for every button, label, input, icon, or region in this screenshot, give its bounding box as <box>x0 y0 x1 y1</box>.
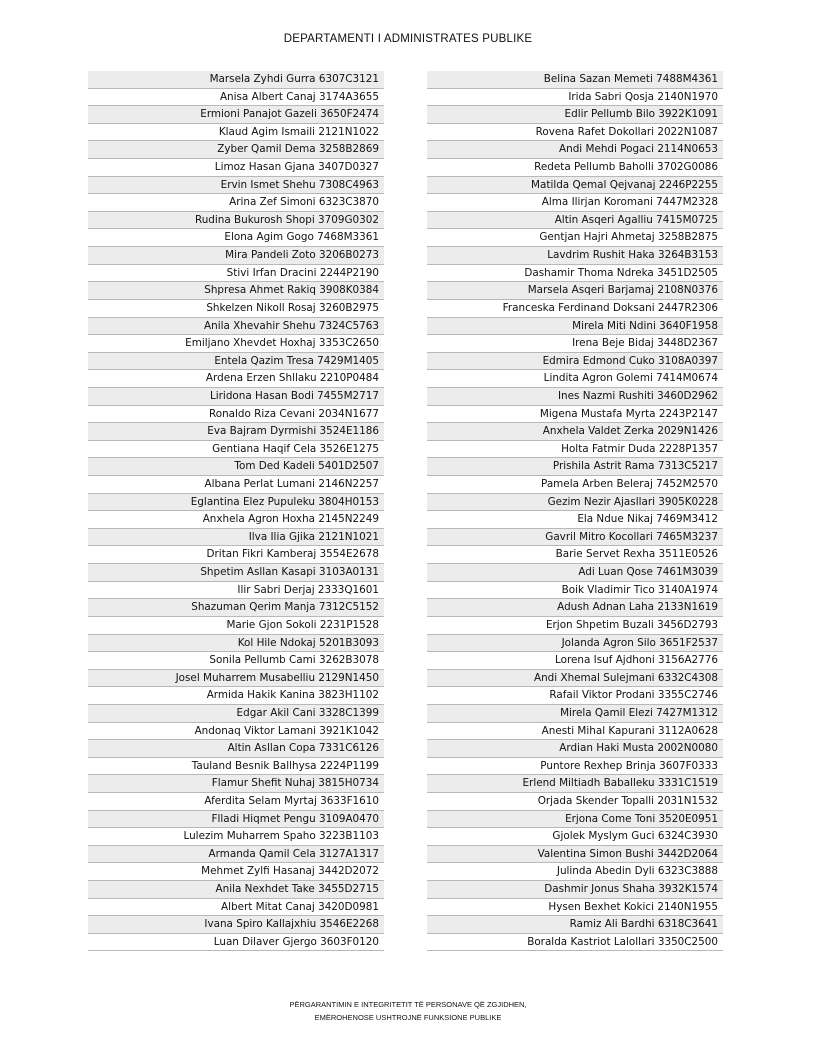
list-item: Alma Ilirjan Koromani 7447M2328 <box>427 194 723 212</box>
list-item: Ela Ndue Nikaj 7469M3412 <box>427 511 723 529</box>
list-item: Edmira Edmond Cuko 3108A0397 <box>427 353 723 371</box>
left-name-list <box>88 71 384 951</box>
footer-line-1: PËRGARANTIMIN E INTEGRITETIT TË PERSONAVE QË ZGJIDHEN, <box>289 1000 527 1009</box>
list-item: Marie Gjon Sokoli 2231P1528 <box>88 617 384 635</box>
list-item: Elona Agim Gogo 7468M3361 <box>88 229 384 247</box>
list-item: Ramiz Ali Bardhi 6318C3641 <box>427 916 723 934</box>
list-item: Josel Muharrem Musabelliu 2129N1450 <box>88 670 384 688</box>
list-item: Irena Beje Bidaj 3448D2367 <box>427 335 723 353</box>
list-item: Klaud Agim Ismaili 2121N1022 <box>88 124 384 142</box>
list-item: Lavdrim Rushit Haka 3264B3153 <box>427 247 723 265</box>
list-item: Ilir Sabri Derjaj 2333Q1601 <box>88 582 384 600</box>
list-item: Shazuman Qerim Manja 7312C5152 <box>88 599 384 617</box>
list-item: Anila Xhevahir Shehu 7324C5763 <box>88 318 384 336</box>
list-item: Limoz Hasan Gjana 3407D0327 <box>88 159 384 177</box>
list-item: Edgar Akil Cani 3328C1399 <box>88 705 384 723</box>
list-item: Adush Adnan Laha 2133N1619 <box>427 599 723 617</box>
list-item: Pamela Arben Beleraj 7452M2570 <box>427 476 723 494</box>
list-item: Julinda Abedin Dyli 6323C3888 <box>427 863 723 881</box>
list-item: Gjolek Myslym Guci 6324C3930 <box>427 828 723 846</box>
list-item: Irida Sabri Qosja 2140N1970 <box>427 89 723 107</box>
list-item: Ivana Spiro Kallajxhiu 3546E2268 <box>88 916 384 934</box>
list-item: Andi Xhemal Sulejmani 6332C4308 <box>427 670 723 688</box>
list-item: Erjona Come Toni 3520E0951 <box>427 811 723 829</box>
list-item: Shpetim Asllan Kasapi 3103A0131 <box>88 564 384 582</box>
list-item: Ermioni Panajot Gazeli 3650F2474 <box>88 106 384 124</box>
list-item: Sonila Pellumb Cami 3262B3078 <box>88 652 384 670</box>
list-item: Shkelzen Nikoll Rosaj 3260B2975 <box>88 300 384 318</box>
list-item: Andonaq Viktor Lamani 3921K1042 <box>88 723 384 741</box>
list-item: Rafail Viktor Prodani 3355C2746 <box>427 687 723 705</box>
list-item: Orjada Skender Topalli 2031N1532 <box>427 793 723 811</box>
list-item: Entela Qazim Tresa 7429M1405 <box>88 353 384 371</box>
list-item: Edlir Pellumb Bilo 3922K1091 <box>427 106 723 124</box>
list-item: Altin Asqeri Agalliu 7415M0725 <box>427 212 723 230</box>
list-item: Adi Luan Qose 7461M3039 <box>427 564 723 582</box>
list-item: Erjon Shpetim Buzali 3456D2793 <box>427 617 723 635</box>
list-item: Mira Pandeli Zoto 3206B0273 <box>88 247 384 265</box>
list-item: Zyber Qamil Dema 3258B2869 <box>88 141 384 159</box>
list-item: Eva Bajram Dyrmishi 3524E1186 <box>88 423 384 441</box>
list-item: Matilda Qemal Qejvanaj 2246P2255 <box>427 177 723 195</box>
list-item: Ilva Ilia Gjika 2121N1021 <box>88 529 384 547</box>
list-item: Marsela Zyhdi Gurra 6307C3121 <box>88 71 384 89</box>
list-item: Albana Perlat Lumani 2146N2257 <box>88 476 384 494</box>
list-item: Mehmet Zylfi Hasanaj 3442D2072 <box>88 863 384 881</box>
page-footer <box>0 998 816 1024</box>
list-item: Franceska Ferdinand Doksani 2447R2306 <box>427 300 723 318</box>
list-item: Rovena Rafet Dokollari 2022N1087 <box>427 124 723 142</box>
list-item: Belina Sazan Memeti 7488M4361 <box>427 71 723 89</box>
list-item: Lindita Agron Golemi 7414M0674 <box>427 370 723 388</box>
list-item: Lorena Isuf Ajdhoni 3156A2776 <box>427 652 723 670</box>
list-item: Luan Dilaver Gjergo 3603F0120 <box>88 934 384 952</box>
list-item: Anxhela Agron Hoxha 2145N2249 <box>88 511 384 529</box>
list-item: Tom Ded Kadeli 5401D2507 <box>88 458 384 476</box>
list-item: Gentjan Hajri Ahmetaj 3258B2875 <box>427 229 723 247</box>
list-item: Emiljano Xhevdet Hoxhaj 3353C2650 <box>88 335 384 353</box>
list-item: Gezim Nezir Ajasllari 3905K0228 <box>427 494 723 512</box>
list-item: Mirela Miti Ndini 3640F1958 <box>427 318 723 336</box>
list-item: Kol Hile Ndokaj 5201B3093 <box>88 635 384 653</box>
list-item: Liridona Hasan Bodi 7455M2717 <box>88 388 384 406</box>
list-item: Flamur Shefit Nuhaj 3815H0734 <box>88 775 384 793</box>
list-item: Anisa Albert Canaj 3174A3655 <box>88 89 384 107</box>
list-item: Tauland Besnik Ballhysa 2224P1199 <box>88 758 384 776</box>
list-item: Shpresa Ahmet Rakiq 3908K0384 <box>88 282 384 300</box>
list-item: Anesti Mihal Kapurani 3112A0628 <box>427 723 723 741</box>
list-item: Ines Nazmi Rushiti 3460D2962 <box>427 388 723 406</box>
list-item: Barie Servet Rexha 3511E0526 <box>427 546 723 564</box>
list-item: Armida Hakik Kanina 3823H1102 <box>88 687 384 705</box>
list-item: Eglantina Elez Pupuleku 3804H0153 <box>88 494 384 512</box>
list-item: Boralda Kastriot Lalollari 3350C2500 <box>427 934 723 952</box>
list-item: Migena Mustafa Myrta 2243P2147 <box>427 406 723 424</box>
list-item: Puntore Rexhep Brinja 3607F0333 <box>427 758 723 776</box>
list-item: Ervin Ismet Shehu 7308C4963 <box>88 177 384 195</box>
list-item: Dashamir Thoma Ndreka 3451D2505 <box>427 265 723 283</box>
list-item: Boik Vladimir Tico 3140A1974 <box>427 582 723 600</box>
list-item: Albert Mitat Canaj 3420D0981 <box>88 899 384 917</box>
list-item: Anila Nexhdet Take 3455D2715 <box>88 881 384 899</box>
list-item: Hysen Bexhet Kokici 2140N1955 <box>427 899 723 917</box>
right-name-list <box>427 71 723 951</box>
list-item: Dashmir Jonus Shaha 3932K1574 <box>427 881 723 899</box>
page-title: DEPARTAMENTI I ADMINISTRATES PUBLIKE <box>283 33 533 45</box>
list-item: Prishila Astrit Rama 7313C5217 <box>427 458 723 476</box>
list-item: Armanda Qamil Cela 3127A1317 <box>88 846 384 864</box>
list-item: Marsela Asqeri Barjamaj 2108N0376 <box>427 282 723 300</box>
list-item: Flladi Hiqmet Pengu 3109A0470 <box>88 811 384 829</box>
list-item: Dritan Fikri Kamberaj 3554E2678 <box>88 546 384 564</box>
list-item: Altin Asllan Copa 7331C6126 <box>88 740 384 758</box>
list-item: Erlend Miltiadh Baballeku 3331C1519 <box>427 775 723 793</box>
list-item: Arina Zef Simoni 6323C3870 <box>88 194 384 212</box>
list-item: Lulezim Muharrem Spaho 3223B1103 <box>88 828 384 846</box>
list-item: Anxhela Valdet Zerka 2029N1426 <box>427 423 723 441</box>
footer-line-2: EMËROHENOSE USHTROJNË FUNKSIONE PUBLIKE <box>314 1013 502 1022</box>
list-item: Redeta Pellumb Baholli 3702G0086 <box>427 159 723 177</box>
list-item: Jolanda Agron Silo 3651F2537 <box>427 635 723 653</box>
list-item: Rudina Bukurosh Shopi 3709G0302 <box>88 212 384 230</box>
list-item: Gentiana Haqif Cela 3526E1275 <box>88 441 384 459</box>
list-item: Ardian Haki Musta 2002N0080 <box>427 740 723 758</box>
list-item: Mirela Qamil Elezi 7427M1312 <box>427 705 723 723</box>
list-item: Ardena Erzen Shllaku 2210P0484 <box>88 370 384 388</box>
list-item: Aferdita Selam Myrtaj 3633F1610 <box>88 793 384 811</box>
list-item: Holta Fatmir Duda 2228P1357 <box>427 441 723 459</box>
list-item: Gavril Mitro Kocollari 7465M3237 <box>427 529 723 547</box>
list-item: Stivi Irfan Dracini 2244P2190 <box>88 265 384 283</box>
list-item: Andi Mehdi Pogaci 2114N0653 <box>427 141 723 159</box>
list-item: Ronaldo Riza Cevani 2034N1677 <box>88 406 384 424</box>
list-item: Valentina Simon Bushi 3442D2064 <box>427 846 723 864</box>
